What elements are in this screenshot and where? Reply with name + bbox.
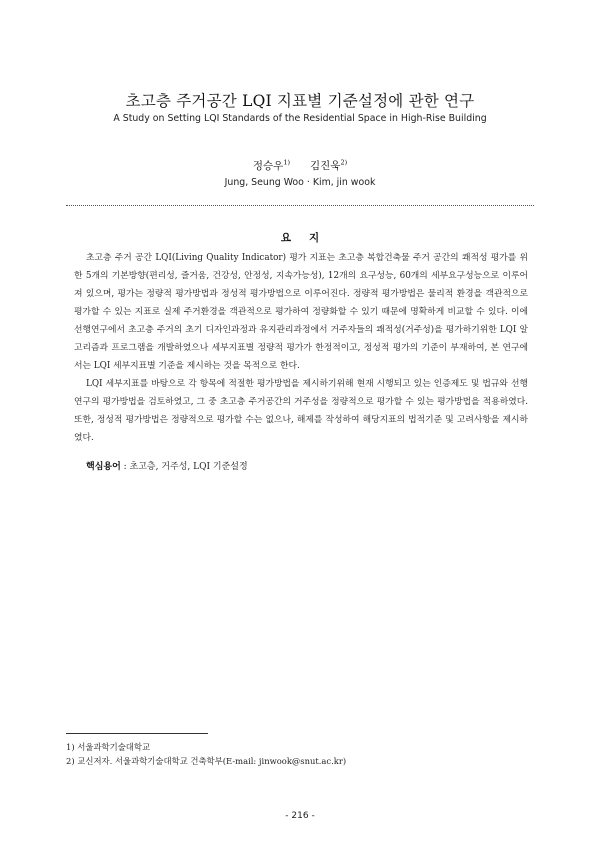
abstract-body	[74, 249, 528, 447]
footnote-item: 1) 서울과학기술대학교	[66, 742, 151, 752]
paper-title-korean: 초고층 주거공간 LQI 지표별 기준설정에 관한 연구	[125, 92, 475, 110]
footnotes	[66, 740, 346, 768]
abstract-heading	[0, 230, 600, 245]
author-name: 김진욱	[310, 160, 341, 172]
keywords-text: : 초고층, 거주성, LQI 기준설정	[120, 462, 248, 472]
author-footnote-marker: 1)	[283, 158, 290, 167]
page-number: - 216 -	[285, 811, 315, 821]
authors-korean	[0, 158, 600, 173]
paper-title-english: A Study on Setting LQI Standards of the Residential Space in High-Rise Building	[113, 113, 487, 124]
dotted-divider	[66, 205, 534, 206]
footnote-item: 2) 교신저자. 서울과학기술대학교 건축학부(E-mail: jinwook@snut.ac.kr)	[66, 756, 347, 766]
keywords-label: 핵심용어	[86, 462, 121, 472]
authors-english: Jung, Seung Woo · Kim, jin wook	[224, 177, 376, 188]
abstract-heading-char: 요	[280, 232, 291, 244]
abstract-paragraph: 초고층 주거 공간 LQI(Living Quality Indicator) 평가 지표는 초고층 복합건축물 주거 공간의 쾌적성 평가를 위한 5개의 기본방향(편리성, 즐거움, 건강성, 안정성, 지속가능성), 12개의 요구성능, 60개의 세부요구성능으로 이루어져 있으며, 평가는 정량적 평가방법과 정성적 평가방법으로 이루어진다. 정량적 평가방법은 물리적 환경을 객관적으로 평가할 수 있는 지표로 실제 주거환경을 객관적으로 평가하여 정량화할 수 있기 때문에 명확하게 비교할 수 있다. 이에 선행연구에서 초고층 주거의 초기 디자인과정과 유지관리과정에서 거주자들의 쾌적성(거주성)을 평가하기위한 LQI 알고리즘과 프로그램을 개발하였으나 세부지표별 정량적 평가가 한정적이고, 정성적 평가의 기준이 부재하여, 본 연구에서는 LQI 세부지표별 기준을 제시하는 것을 목적으로 한다.	[74, 253, 528, 371]
footnote-divider	[66, 733, 208, 734]
keywords	[86, 459, 248, 472]
abstract-paragraph: LQI 세부지표를 바탕으로 각 항목에 적절한 평가방법을 제시하기위해 현재 시행되고 있는 인증제도 및 법규와 선행연구의 평가방법을 검토하였고, 그 중 초고층 주거공간의 거주성을 정량적으로 평가할 수 있는 평가방법을 적용하였다. 또한, 정성적 평가방법은 정량적으로 평가할 수는 없으나, 해제를 작성하여 해당지표의 법적기준 및 고려사항을 제시하였다.	[74, 379, 528, 443]
abstract-heading-char: 지	[309, 232, 320, 244]
author-name: 정승우	[252, 160, 284, 172]
author-footnote-marker: 2)	[340, 158, 348, 167]
